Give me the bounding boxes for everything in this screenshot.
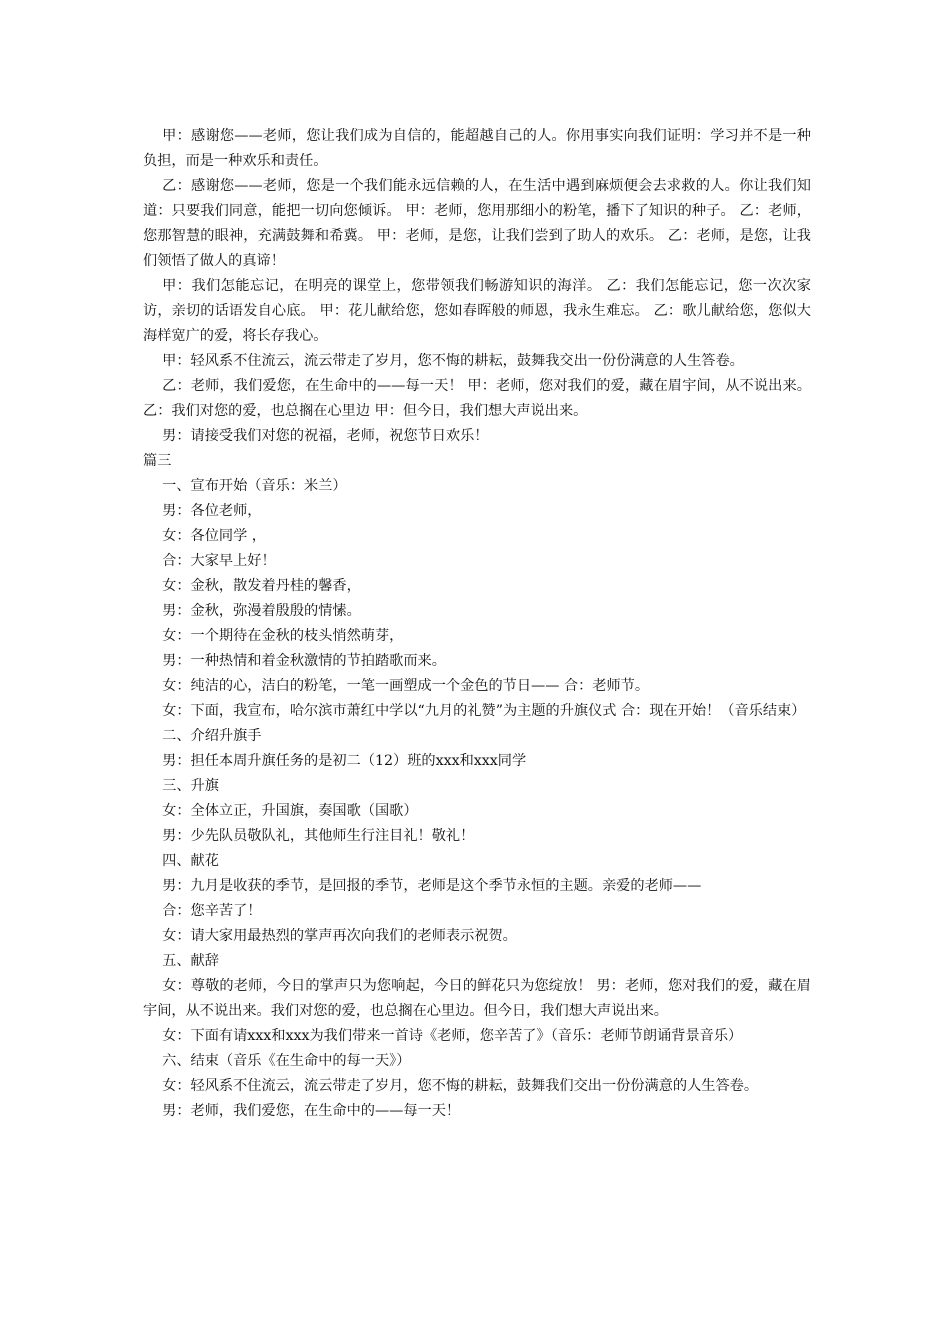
paragraph: 乙：老师，我们爱您，在生命中的——每一天！ 甲：老师，您对我们的爱，藏在眉宇间，从不说出来。 乙：我们对您的爱，也总搁在心里边 甲：但今日，我们想大声说出来。	[143, 378, 811, 419]
paragraph: 男：请接受我们对您的祝福，老师，祝您节日欢乐！	[162, 428, 489, 444]
paragraph: 男：一种热情和着金秋激情的节拍踏歌而来。	[162, 653, 446, 669]
paragraph: 女：各位同学 ，	[162, 528, 266, 544]
subsection-heading: 五、献辞	[162, 953, 219, 969]
paragraph: 甲：感谢您——老师，您让我们成为自信的，能超越自己的人。你用事实向我们证明：学习并不是一种负担，而是一种欢乐和责任。	[143, 128, 811, 169]
paragraph: 女：一个期待在金秋的枝头悄然萌芽，	[162, 628, 404, 644]
paragraph: 男：少先队员敬队礼，其他师生行注目礼！敬礼！	[162, 828, 475, 844]
paragraph: 女：全体立正，升国旗，奏国歌（国歌）	[162, 803, 418, 819]
paragraph: 女：轻风系不住流云，流云带走了岁月，您不悔的耕耘，鼓舞我们交出一份份满意的人生答卷。	[162, 1078, 759, 1094]
paragraph: 男：各位老师，	[162, 503, 262, 519]
paragraph: 女：尊敬的老师，今日的掌声只为您响起，今日的鲜花只为您绽放！ 男：老师，您对我们的爱，藏在眉宇间，从不说出来。我们对您的爱，也总搁在心里边。但今日，我们想大声说出来。	[143, 978, 811, 1019]
paragraph: 男：担任本周升旗任务的是初二（12）班的xxx和xxx同学	[162, 753, 527, 769]
paragraph: 乙：感谢您——老师，您是一个我们能永远信赖的人，在生活中遇到麻烦便会去求救的人。你让我们知道：只要我们同意，能把一切向您倾诉。 甲：老师，您用那细小的粉笔，播下了知识的种子。 乙：老师，您那智慧的眼神，充满鼓舞和希冀。 甲：老师，是您，让我们尝到了助人的欢乐。 乙：老师，是您，让我们领悟了做人的真谛！	[143, 178, 811, 269]
paragraph: 甲：轻风系不住流云，流云带走了岁月，您不悔的耕耘，鼓舞我交出一份份满意的人生答卷。	[162, 353, 744, 369]
paragraph: 甲：我们怎能忘记，在明亮的课堂上，您带领我们畅游知识的海洋。 乙：我们怎能忘记，您一次次家访，亲切的话语发自心底。 甲：花儿献给您，您如春晖般的师恩，我永生难忘。 乙：歌儿献给您，您似大海样宽广的爱，将长存我心。	[143, 278, 811, 344]
paragraph: 男：金秋，弥漫着殷殷的情愫。	[162, 603, 361, 619]
paragraph: 合：大家早上好！	[162, 553, 276, 569]
subsection-heading: 一、宣布开始（音乐：米兰）	[162, 478, 347, 494]
subsection-heading: 二、介绍升旗手	[162, 728, 262, 744]
subsection-heading: 三、升旗	[162, 778, 219, 794]
paragraph: 女：下面，我宣布，哈尔滨市萧红中学以“九月的礼赞”为主题的升旗仪式 合：现在开始！（音乐结束）	[162, 703, 806, 719]
paragraph: 女：金秋，散发着丹桂的馨香，	[162, 578, 361, 594]
subsection-heading: 四、献花	[162, 853, 219, 869]
paragraph: 女：下面有请xxx和xxx为我们带来一首诗《老师，您辛苦了》（音乐：老师节朗诵背景音乐）	[162, 1028, 743, 1044]
paragraph: 合：您辛苦了！	[162, 903, 262, 919]
paragraph: 女：纯洁的心，洁白的粉笔，一笔一画塑成一个金色的节日—— 合：老师节。	[162, 678, 650, 694]
paragraph: 男：老师，我们爱您，在生命中的——每一天！	[162, 1103, 461, 1119]
subsection-heading: 六、结束（音乐《在生命中的每一天》）	[162, 1053, 411, 1069]
paragraph: 女：请大家用最热烈的掌声再次向我们的老师表示祝贺。	[162, 928, 517, 944]
document-page	[143, 124, 811, 1124]
paragraph: 男：九月是收获的季节，是回报的季节，老师是这个季节永恒的主题。亲爱的老师——	[162, 878, 702, 894]
section-heading: 篇三	[143, 453, 172, 469]
